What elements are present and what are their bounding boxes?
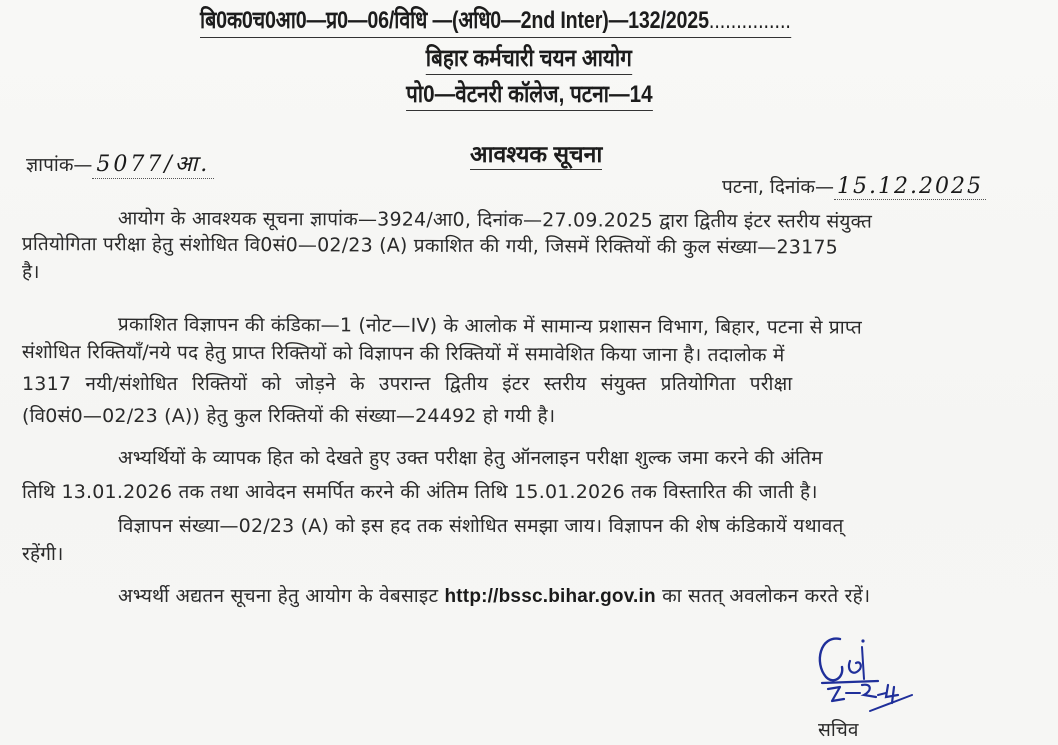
signature-mark [800, 625, 920, 725]
paragraph-5-prefix: अभ्यर्थी अद्यतन सूचना हेतु आयोग के वेबसाइट [118, 585, 445, 607]
organization-address: पो0—वेटनरी कॉलेज, पटना—14 [0, 80, 1058, 111]
signatory-designation: सचिव [818, 719, 859, 741]
organization-name: बिहार कर्मचारी चयन आयोग [0, 44, 1058, 75]
date-label: पटना, दिनांक— [722, 176, 834, 198]
reference-dots: ............... [708, 7, 791, 34]
paragraph-2-line-4: (वि0सं0—02/23 (A)) हेतु कुल रिक्तियों की संख्या—24492 हो गयी है। [22, 405, 556, 427]
date-value-handwritten: 15.12.2025 [834, 174, 986, 200]
website-link[interactable]: http://bssc.bihar.gov.in [444, 586, 656, 607]
paragraph-1-line-2: प्रतियोगिता परीक्षा हेतु संशोधित वि0सं0—02/23 (A) प्रकाशित की गयी, जिसमें रिक्तियों की कुल संख्या—23175 [21, 232, 839, 259]
paragraph-5 [22, 582, 870, 608]
paragraph-3-line-1: अभ्यर्थियों के व्यापक हित को देखते हुए उक्त परीक्षा हेतु ऑनलाइन परीक्षा शुल्क जमा करने की अंतिम [118, 447, 823, 469]
paragraph-1-line-1: आयोग के आवश्यक सूचना ज्ञापांक—3924/आ0, दिनांक—27.09.2025 द्वारा द्वितीय इंटर स्तरीय संयुक्त [117, 207, 873, 233]
reference-number: बि0क0च0आ0—प्र0—06/विधि —(अधि0—2nd Inter)—132/2025............... [200, 6, 791, 38]
notice-heading: आवश्यक सूचना [470, 139, 602, 170]
memo-value-handwritten: 5077/आ. [92, 148, 214, 179]
memo-number [26, 148, 214, 179]
paragraph-4-line-2: रहेंगी। [22, 543, 64, 565]
paragraph-2-line-1: प्रकाशित विज्ञापन की कंडिका—1 (नोट—IV) के आलोक में सामान्य प्रशासन विभाग, बिहार, पटना से प्राप्त [117, 313, 862, 339]
paragraph-5-suffix: का सतत् अवलोकन करते रहें। [655, 585, 871, 607]
paragraph-1-line-3: है। [22, 261, 40, 283]
paragraph-3-line-2: तिथि 13.01.2026 तक तथा आवेदन समर्पित करने की अंतिम तिथि 15.01.2026 तक विस्तारित की जाती है। [22, 481, 818, 503]
paragraph-2-line-3: 1317 नयी/संशोधित रिक्तियों को जोड़ने के उपरान्त द्वितीय इंटर स्तरीय संयुक्त प्रतियोगिता परीक्षा [22, 373, 793, 395]
paragraph-2-line-2: संशोधित रिक्तियाँ/नये पद हेतु प्राप्त रिक्तियों को विज्ञापन की रिक्तियों में समावेशित किया जाना है। तदालोक में [21, 340, 785, 367]
paragraph-4-line-1: विज्ञापन संख्या—02/23 (A) को इस हद तक संशोधित समझा जाय। विज्ञापन की शेष कंडिकायें यथावत् [118, 515, 844, 537]
place-date [722, 173, 986, 200]
memo-label: ज्ञापांक— [26, 154, 93, 176]
